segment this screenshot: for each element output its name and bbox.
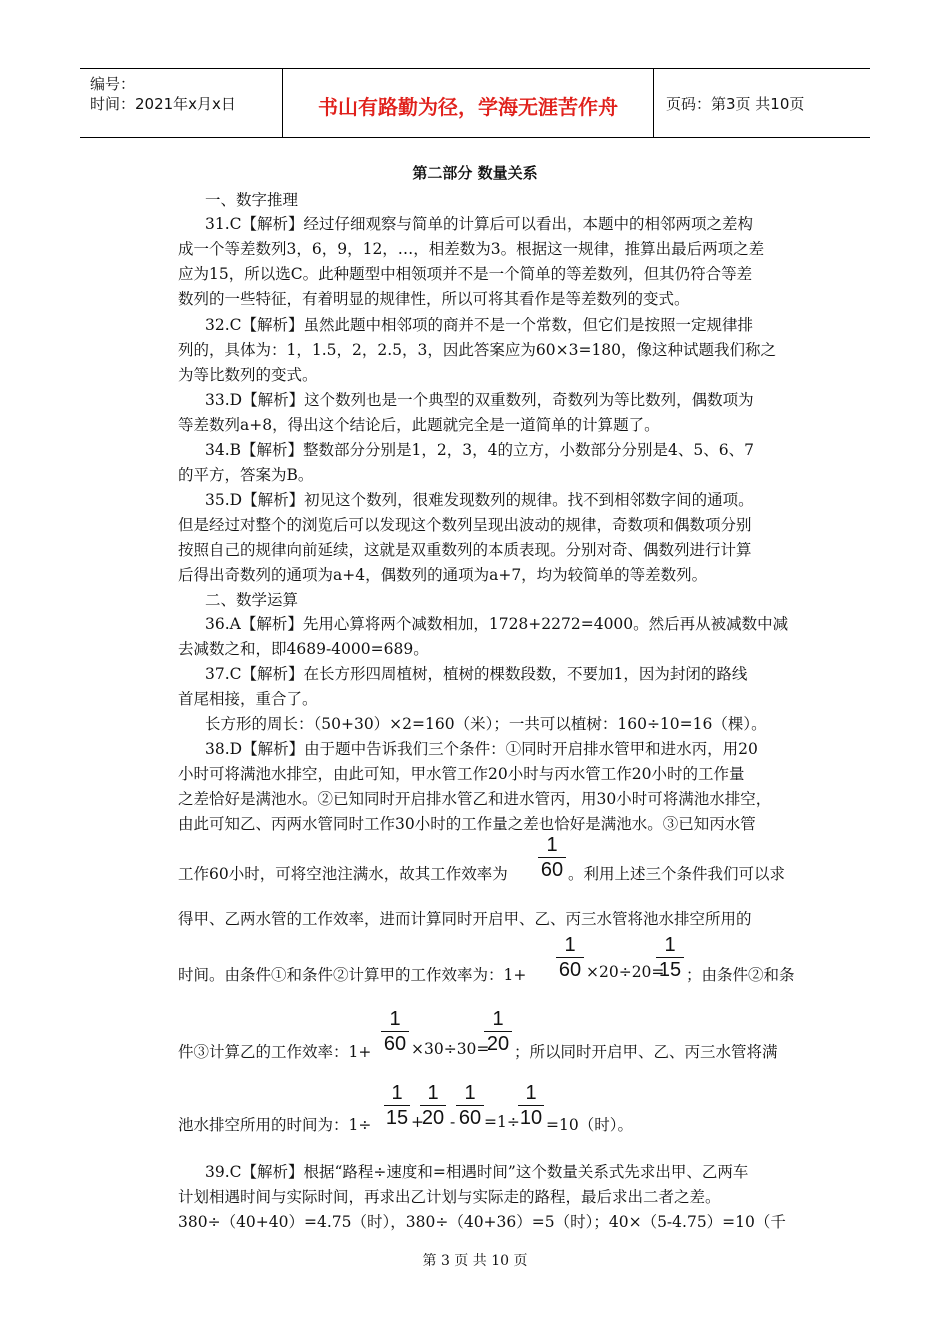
fraction-denominator: 60	[540, 859, 564, 881]
text-line: 32.C【解析】虽然此题中相邻项的商并不是一个常数，但它们是按照一定规律排	[205, 316, 754, 334]
time-label: 时间：2021年x月x日	[90, 95, 236, 113]
text-line: 为等比数列的变式。	[178, 366, 318, 384]
fraction-denominator: 20	[421, 1107, 445, 1129]
text-line: 池水排空所用的时间为：1÷	[178, 1116, 372, 1134]
text-line: 33.D【解析】这个数列也是一个典型的双重数列，奇数列为等比数列，偶数项为	[205, 391, 754, 409]
fraction-bar	[420, 1105, 446, 1106]
page-footer: 第 3 页 共 10 页	[422, 1253, 528, 1269]
text-line: 的平方，答案为B。	[178, 466, 314, 484]
text-line: 等差数列a+8，得出这个结论后，此题就完全是一道简单的计算题了。	[178, 416, 660, 434]
fraction-bar	[518, 1105, 544, 1106]
text-line: 35.D【解析】初见这个数列，很难发现数列的规律。找不到相邻数字间的通项。	[205, 491, 754, 509]
text-line: 去减数之和，即4689-4000=689。	[178, 640, 429, 658]
fraction-denominator: 15	[658, 959, 682, 981]
fraction-denominator: 60	[558, 959, 582, 981]
text-line: 计划相遇时间与实际时间，再求出乙计划与实际走的路程，最后求出二者之差。	[178, 1188, 721, 1206]
text-line: 36.A【解析】先用心算将两个减数相加，1728+2272=4000。然后再从被减数中减	[205, 615, 789, 633]
fraction-denominator: 60	[458, 1107, 482, 1129]
fraction	[384, 1082, 410, 1129]
fraction-numerator: 1	[564, 934, 576, 956]
fraction-numerator: 1	[389, 1008, 401, 1030]
text-line: 由此可知乙、丙两水管同时工作30小时的工作量之差也恰好是满池水。③已知丙水管	[178, 815, 756, 833]
text-line: +	[411, 1113, 424, 1131]
fraction	[538, 834, 566, 881]
text-line: 应为15，所以选C。此种题型中相领项并不是一个简单的等差数列，但其仍符合等差	[178, 265, 753, 283]
header-page-cell	[654, 69, 870, 137]
fraction	[420, 1082, 446, 1129]
text-line: ；所以同时开启甲、乙、丙三水管将满	[514, 1043, 778, 1061]
text-line: =10（时）。	[546, 1116, 633, 1134]
fraction-bar	[484, 1031, 512, 1032]
text-line: 列的，具体为：1，1.5，2，2.5，3，因此答案应为60×3=180，像这种试题我们称之	[178, 341, 777, 359]
fraction	[456, 1082, 484, 1129]
text-line: =1÷	[484, 1113, 520, 1131]
fraction	[556, 934, 584, 981]
text-line: 首尾相接，重合了。	[178, 690, 318, 708]
text-line: 38.D【解析】由于题中告诉我们三个条件：①同时开启排水管甲和进水丙，用20	[205, 740, 758, 758]
text-line: 39.C【解析】根据“路程÷速度和=相遇时间”这个数量关系式先求出甲、乙两车	[205, 1163, 749, 1181]
text-line: ；由条件②和条	[686, 966, 795, 984]
fraction-numerator: 1	[546, 834, 558, 856]
text-line: 按照自己的规律向前延续，这就是双重数列的本质表现。分别对奇、偶数列进行计算	[178, 541, 752, 559]
fraction-bar	[656, 957, 684, 958]
text-line: 34.B【解析】整数部分分别是1，2，3，4的立方，小数部分分别是4、5、6、7	[205, 441, 754, 459]
fraction-numerator: 1	[464, 1082, 476, 1104]
fraction	[518, 1082, 544, 1129]
fraction-denominator: 60	[383, 1033, 407, 1055]
fraction-numerator: 1	[525, 1082, 537, 1104]
fraction-denominator: 15	[385, 1107, 409, 1129]
text-line: 件③计算乙的工作效率：1+	[178, 1043, 372, 1061]
text-line: 工作60小时，可将空池注满水，故其工作效率为	[178, 865, 508, 883]
text-line: 31.C【解析】经过仔细观察与简单的计算后可以看出，本题中的相邻两项之差构	[205, 215, 754, 233]
text-line: 380÷（40+40）=4.75（时），380÷（40+36）=5（时）；40×（5-4.75）=10（千	[178, 1213, 786, 1231]
fraction-denominator: 20	[486, 1033, 510, 1055]
header-meta-cell	[80, 69, 283, 137]
text-line: ×20÷20=	[586, 963, 665, 981]
fraction-numerator: 1	[492, 1008, 504, 1030]
subheading: 二、数学运算	[205, 591, 299, 609]
text-line: 37.C【解析】在长方形四周植树，植树的棵数段数，不要加1，因为封闭的路线	[205, 665, 748, 683]
text-line: 后得出奇数列的通项为a+4，偶数列的通项为a+7，均为较简单的等差数列。	[178, 566, 708, 584]
text-line: 长方形的周长：（50+30）×2=160（米）；一共可以植树：160÷10=16（棵）。	[205, 715, 767, 733]
text-line: 成一个等差数列3，6，9，12，…，相差数为3。根据这一规律，推算出最后两项之差	[178, 240, 765, 258]
text-line: 小时可将满池水排空，由此可知，甲水管工作20小时与丙水管工作20小时的工作量	[178, 765, 745, 783]
section-title: 第二部分 数量关系	[412, 164, 538, 182]
text-line: -	[450, 1113, 456, 1131]
fraction-bar	[556, 957, 584, 958]
text-line: 得甲、乙两水管的工作效率，进而计算同时开启甲、乙、丙三水管将池水排空所用的	[178, 910, 752, 928]
text-line: 数列的一些特征，有着明显的规律性，所以可将其看作是等差数列的变式。	[178, 290, 690, 308]
number-label: 编号：	[90, 75, 136, 93]
fraction-bar	[381, 1031, 409, 1032]
subheading: 一、数字推理	[205, 191, 299, 209]
page-header	[80, 68, 870, 138]
text-line: 时间。由条件①和条件②计算甲的工作效率为：1+	[178, 966, 527, 984]
header-motto-cell	[283, 69, 654, 137]
fraction-bar	[538, 857, 566, 858]
fraction-denominator: 10	[519, 1107, 543, 1129]
text-line: 。利用上述三个条件我们可以求	[568, 865, 786, 883]
fraction-bar	[456, 1105, 484, 1106]
fraction-numerator: 1	[664, 934, 676, 956]
text-line: 但是经过对整个的浏览后可以发现这个数列呈现出波动的规律，奇数项和偶数项分别	[178, 516, 752, 534]
fraction	[484, 1008, 512, 1055]
motto-text: 书山有路勤为径，学海无涯苦作舟	[318, 95, 618, 119]
fraction	[381, 1008, 409, 1055]
fraction-numerator: 1	[391, 1082, 403, 1104]
text-line: 之差恰好是满池水。②已知同时开启排水管乙和进水管丙，用30小时可将满池水排空，	[178, 790, 772, 808]
page-info: 页码：第3页 共10页	[666, 95, 805, 113]
text-line: ×30÷30=	[411, 1040, 490, 1058]
fraction-bar	[384, 1105, 410, 1106]
fraction-numerator: 1	[427, 1082, 439, 1104]
fraction	[656, 934, 684, 981]
